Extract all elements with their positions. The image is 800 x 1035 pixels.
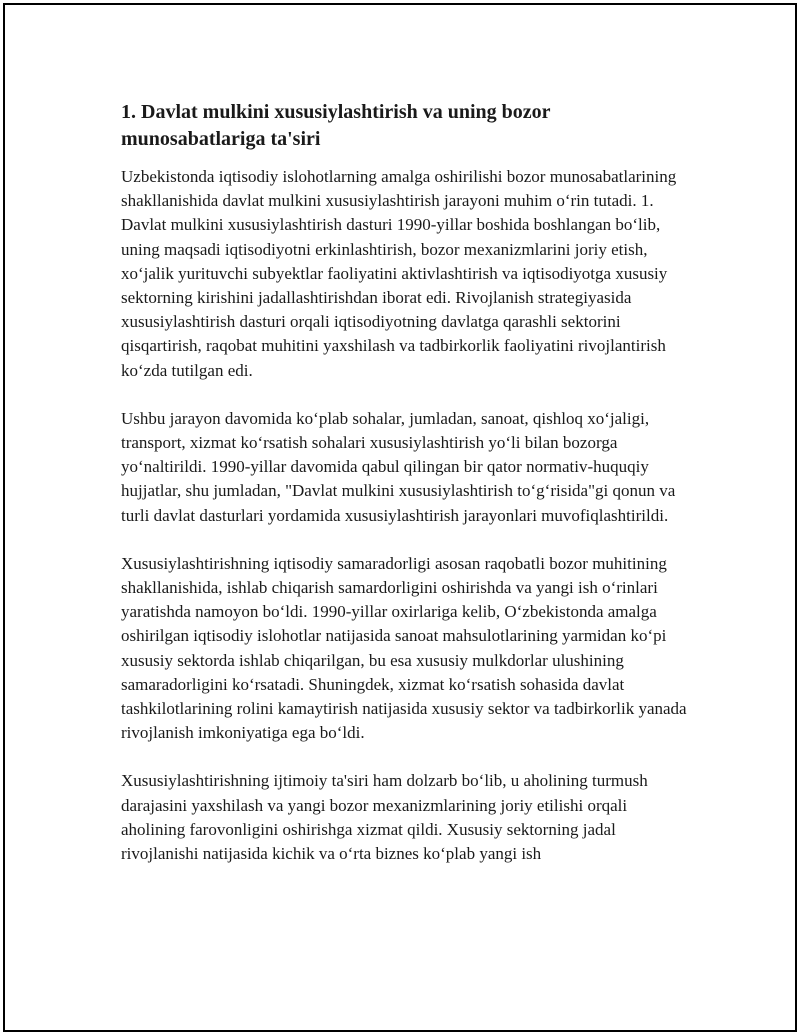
paragraph-2: Ushbu jarayon davomida koʻplab sohalar, jumladan, sanoat, qishloq xoʻjaligi, transport, xizmat koʻrsatish sohalari xususiylashtirish yoʻli bilan bozorga yoʻnaltirildi. 1990-yillar davomida qabul qilingan bir qator normativ-huquqiy hujjatlar, shu jumladan, "Davlat mulkini xususiylashtirish toʻgʻrisida"gi qonun va turli davlat dasturlari yordamida xususiylashtirish jarayonlari muvofiqlashtirildi. (121, 408, 676, 525)
page-frame (3, 3, 797, 1032)
section-heading: 1. Davlat mulkini xususiylashtirish va uning bozor munosabatlariga ta'siri (121, 101, 551, 150)
paragraph-1: Uzbekistonda iqtisodiy islohotlarning amalga oshirilishi bozor munosabatlarining shakllanishida davlat mulkini xususiylashtirish jarayoni muhim oʻrin tutadi. 1. Davlat mulkini xususiylashtirish dasturi 1990-yillar boshida boshlangan boʻlib, uning maqsadi iqtisodiyotni erkinlashtirish, bozor mexanizmlarini joriy etish, xoʻjalik yurituvchi subyektlar faoliyatini aktivlashtirish va iqtisodiyotga xususiy sektorning kirishini jadallashtirishdan iborat edi. Rivojlanish strategiyasida xususiylashtirish dasturi orqali iqtisodiyotning davlatga qarashli sektorini qisqartirish, raqobat muhitini yaxshilash va tadbirkorlik faoliyatini rivojlantirish koʻzda tutilgan edi. (121, 167, 677, 380)
paragraph-3: Xususiylashtirishning iqtisodiy samaradorligi asosan raqobatli bozor muhitining shakllanishida, ishlab chiqarish samardorligini oshirishda va yangi ish oʻrinlari yaratishda namoyon boʻldi. 1990-yillar oxirlariga kelib, Oʻzbekistonda amalga oshirilgan iqtisodiy islohotlar natijasida sanoat mahsulotlarining yarmidan koʻpi xususiy sektorda ishlab chiqarilgan, bu esa xususiy mulkdorlar ulushining samaradorligini koʻrsatadi. Shuningdek, xizmat koʻrsatish sohasida davlat tashkilotlarining rolini kamaytirish natijasida xususiy sektor va tadbirkorlik yanada rivojlanish imkoniyatiga ega boʻldi. (121, 553, 687, 743)
paragraph-4: Xususiylashtirishning ijtimoiy ta'siri ham dolzarb boʻlib, u aholining turmush darajasini yaxshilash va yangi bozor mexanizmlarining joriy etilishi orqali aholining farovonligini oshirishga xizmat qildi. Xususiy sektorning jadal rivojlanishi natijasida kichik va oʻrta biznes koʻplab yangi ish (121, 771, 648, 864)
document-body (121, 99, 693, 890)
